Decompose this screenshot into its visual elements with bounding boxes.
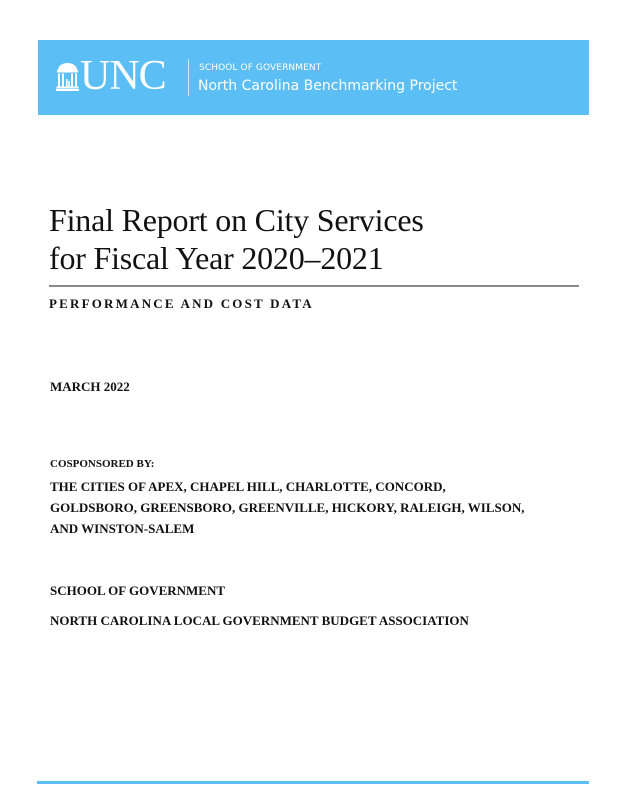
unc-logo-text: UNC: [80, 53, 166, 99]
school-of-government-label: SCHOOL OF GOVERNMENT: [199, 63, 322, 73]
header-banner: [38, 40, 589, 115]
title-divider: [49, 285, 579, 287]
cities-line: AND WINSTON-SALEM: [50, 521, 195, 536]
title-line-2: for Fiscal Year 2020–2021: [49, 240, 384, 276]
cities-line: THE CITIES OF APEX, CHAPEL HILL, CHARLOTTE, CONCORD,: [50, 479, 446, 494]
cosponsored-by-label: COSPONSORED BY:: [50, 458, 155, 470]
project-name: North Carolina Benchmarking Project: [198, 78, 458, 94]
banner-divider: [188, 59, 189, 96]
report-title: [49, 201, 424, 277]
publication-date: MARCH 2022: [50, 379, 130, 394]
organization-school-of-government: SCHOOL OF GOVERNMENT: [50, 583, 226, 598]
cities-line: GOLDSBORO, GREENSBORO, GREENVILLE, HICKORY, RALEIGH, WILSON,: [50, 500, 525, 515]
cosponsor-cities: [50, 476, 570, 539]
footer-rule: [37, 781, 589, 784]
report-subtitle: PERFORMANCE AND COST DATA: [49, 296, 314, 311]
title-line-1: Final Report on City Services: [49, 202, 424, 238]
organization-budget-association: NORTH CAROLINA LOCAL GOVERNMENT BUDGET ASSOCIATION: [50, 613, 469, 628]
old-well-icon: [56, 62, 79, 91]
